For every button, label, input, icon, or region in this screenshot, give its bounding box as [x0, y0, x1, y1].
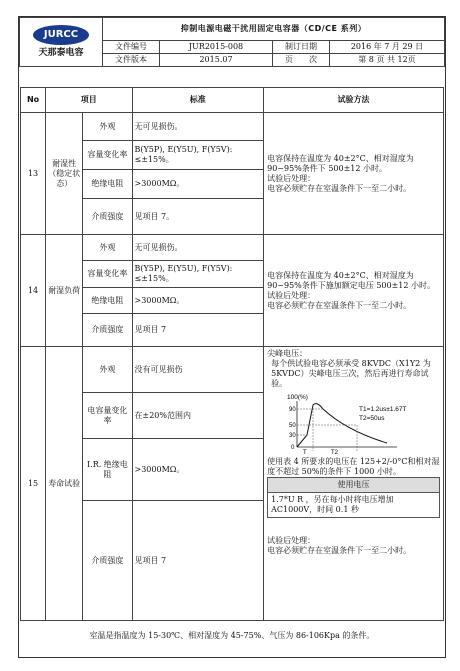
sub-standard: 无可见损伤。	[132, 235, 264, 261]
row-method	[264, 235, 444, 347]
company-name: 天那泰电容	[38, 47, 84, 58]
table-row	[21, 347, 444, 393]
method-line: 每个供试验电容必须承受 8KVDC（X1Y2 为 5KVDC）尖峰电压三次，然后再进行寿命试验。	[271, 359, 431, 388]
sub-standard: 见项目 7	[132, 501, 264, 621]
document-page	[18, 16, 446, 658]
row-no: 14	[21, 235, 46, 347]
method-line: 电容必须贮存在室温条件下一至二小时。	[267, 300, 412, 310]
sub-item: 介质强度	[83, 314, 132, 347]
col-method: 试验方法	[264, 88, 444, 113]
sub-item: 容量变化率	[83, 141, 132, 170]
sub-item: I.R. 绝缘电阻	[83, 439, 132, 501]
sub-standard: 没有可见损伤	[132, 347, 264, 393]
method-line: 电容必须贮存在室温条件下一至二小时。	[267, 183, 412, 193]
document-header	[19, 17, 445, 67]
method-line: 电容保持在温度为 40±2°C、相对湿度为 90~95%条件下 500±12 小时。	[267, 153, 414, 173]
sub-item: 电容量变化率	[83, 393, 132, 439]
col-item: 项目	[46, 88, 132, 113]
table-header-row	[21, 88, 444, 113]
voltage-box	[267, 477, 440, 518]
sub-standard: 在±20%范围内	[132, 393, 264, 439]
doc-no-label: 文件编号	[103, 41, 160, 54]
waveform-x-mark: T	[303, 450, 307, 455]
method-line: 电容保持在温度为 40±2°C、相对湿度为 90~95%条件下施加额定电压 500±12 小时。	[267, 270, 436, 290]
sub-item: 容量变化率	[83, 261, 132, 288]
sub-standard: 见项目 7。	[132, 199, 264, 235]
spike-waveform-diagram	[267, 391, 433, 455]
waveform-t1-label: T1=1.2us±1.67T	[359, 406, 407, 413]
row-item: 耐湿性（稳定状态）	[46, 113, 83, 235]
sub-standard: B(Y5P), E(Y5U), F(Y5V): ≤±15%。	[132, 261, 264, 288]
version-value: 2015.07	[160, 54, 273, 67]
row-no: 15	[21, 347, 46, 621]
waveform-tick: 0	[291, 445, 295, 451]
sub-item: 外观	[83, 235, 132, 261]
date-label: 制订日期	[273, 41, 330, 54]
method-line: 试验后处理：	[267, 173, 316, 183]
method-line: 试验后处理：	[267, 536, 316, 545]
sub-standard: >3000MΩ。	[132, 439, 264, 501]
method-line: 使用表 4 所要求的电压在 125+2/-0°C和相对湿度不超过 50%的条件下 1000 小时。	[267, 457, 440, 476]
row-method	[264, 113, 444, 235]
col-standard: 标准	[132, 88, 264, 113]
sub-item: 外观	[83, 113, 132, 141]
page-value: 第 8 页 共 12页	[330, 54, 445, 67]
row-method	[264, 347, 444, 621]
voltage-box-header: 使用电压	[268, 478, 439, 493]
row-item: 寿命试验	[46, 347, 83, 621]
version-label: 文件版本	[103, 54, 160, 67]
sub-item: 介质强度	[83, 501, 132, 621]
sub-item: 绝缘电阻	[83, 170, 132, 199]
table-row	[21, 113, 444, 141]
logo-badge	[33, 25, 89, 45]
waveform-tick: 50	[289, 423, 296, 429]
table-row	[21, 235, 444, 261]
row-no: 13	[21, 113, 46, 235]
method-line: 尖峰电压：	[267, 349, 308, 358]
waveform-t2-label: T2=50us	[359, 415, 385, 422]
sub-item: 绝缘电阻	[83, 288, 132, 314]
method-line: 试验后处理：	[267, 290, 316, 300]
sub-standard: 无可见损伤。	[132, 113, 264, 141]
document-title: 抑制电源电磁干扰用固定电容器（CD/CE 系列）	[103, 18, 445, 41]
sub-standard: >3000MΩ。	[132, 170, 264, 199]
waveform-x-mark: T2	[331, 450, 339, 455]
company-logo-block	[20, 18, 103, 67]
sub-item: 外观	[83, 347, 132, 393]
date-value: 2016 年 7 月 29 日	[330, 41, 445, 54]
logo-text: JURCC	[43, 28, 79, 40]
method-line: 电容必须贮存在室温条件下一至二小时。	[267, 546, 412, 555]
waveform-tick: 90	[289, 407, 296, 413]
sub-item: 介质强度	[83, 199, 132, 235]
sub-standard: B(Y5P), E(Y5U), F(Y5V): ≤±15%。	[132, 141, 264, 170]
doc-no-value: JUR2015-008	[160, 41, 273, 54]
col-no: No	[21, 88, 46, 113]
footer-note: 室温是指温度为 15-30℃、相对湿度为 45-75%、气压为 86-106Kpa 的条件。	[89, 631, 375, 640]
sub-standard: 见项目 7	[132, 314, 264, 347]
voltage-box-body: 1.7*U R ，另在每小时将电压增加 AC1000V，时间 0.1 秒	[271, 495, 394, 514]
waveform-y-label: 100(%)	[287, 394, 309, 401]
row-item: 耐湿负荷	[46, 235, 83, 347]
page-label: 页 次	[273, 54, 330, 67]
test-table	[20, 87, 444, 621]
sub-standard: >3000MΩ。	[132, 288, 264, 314]
waveform-tick: 30	[289, 433, 296, 439]
